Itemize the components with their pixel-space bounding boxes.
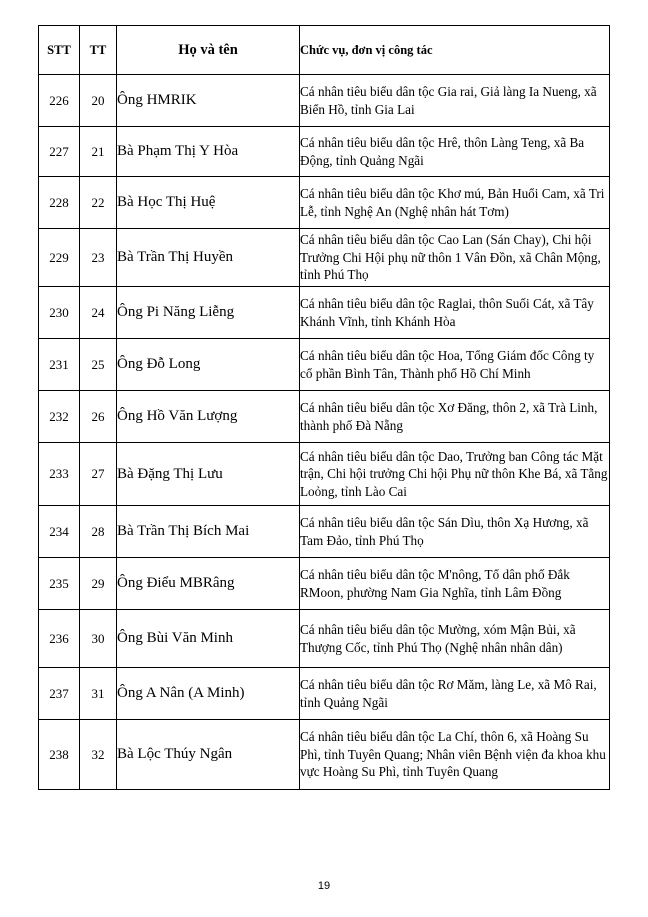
header-name: Họ và tên bbox=[117, 26, 300, 75]
header-tt: TT bbox=[80, 26, 117, 75]
cell-name: Ông Pi Năng Liễng bbox=[117, 287, 300, 339]
cell-name: Ông Hồ Văn Lượng bbox=[117, 391, 300, 443]
cell-name: Bà Phạm Thị Y Hòa bbox=[117, 127, 300, 177]
table-body bbox=[39, 75, 610, 790]
cell-tt: 24 bbox=[80, 287, 117, 339]
cell-tt: 25 bbox=[80, 339, 117, 391]
cell-stt: 227 bbox=[39, 127, 80, 177]
table-row bbox=[39, 391, 610, 443]
table-row bbox=[39, 558, 610, 610]
cell-stt: 230 bbox=[39, 287, 80, 339]
cell-name: Ông Điểu MBRâng bbox=[117, 558, 300, 610]
cell-tt: 22 bbox=[80, 177, 117, 229]
cell-stt: 235 bbox=[39, 558, 80, 610]
cell-stt: 234 bbox=[39, 506, 80, 558]
cell-name: Bà Đặng Thị Lưu bbox=[117, 443, 300, 506]
cell-tt: 29 bbox=[80, 558, 117, 610]
cell-tt: 28 bbox=[80, 506, 117, 558]
cell-stt: 226 bbox=[39, 75, 80, 127]
cell-role: Cá nhân tiêu biểu dân tộc Khơ mú, Bản Huổi Cam, xã Tri Lễ, tỉnh Nghệ An (Nghệ nhân hát Tơm) bbox=[300, 177, 610, 229]
cell-stt: 238 bbox=[39, 720, 80, 790]
table-row bbox=[39, 443, 610, 506]
table-row bbox=[39, 610, 610, 668]
header-role: Chức vụ, đơn vị công tác bbox=[300, 26, 610, 75]
table-row bbox=[39, 668, 610, 720]
table-row bbox=[39, 127, 610, 177]
cell-role: Cá nhân tiêu biểu dân tộc Xơ Đăng, thôn 2, xã Trà Linh, thành phố Đà Nẵng bbox=[300, 391, 610, 443]
table-header-row bbox=[39, 26, 610, 75]
cell-role: Cá nhân tiêu biểu dân tộc Hrê, thôn Làng Teng, xã Ba Động, tỉnh Quảng Ngãi bbox=[300, 127, 610, 177]
cell-name: Bà Học Thị Huệ bbox=[117, 177, 300, 229]
cell-role: Cá nhân tiêu biểu dân tộc Rơ Măm, làng Le, xã Mô Rai, tỉnh Quảng Ngãi bbox=[300, 668, 610, 720]
cell-name: Bà Trần Thị Huyền bbox=[117, 229, 300, 287]
cell-name: Ông Đỗ Long bbox=[117, 339, 300, 391]
cell-role: Cá nhân tiêu biểu dân tộc Hoa, Tổng Giám đốc Công ty cổ phần Bình Tân, Thành phố Hồ Chí Minh bbox=[300, 339, 610, 391]
cell-tt: 20 bbox=[80, 75, 117, 127]
header-stt: STT bbox=[39, 26, 80, 75]
cell-name: Bà Trần Thị Bích Mai bbox=[117, 506, 300, 558]
cell-tt: 23 bbox=[80, 229, 117, 287]
cell-role: Cá nhân tiêu biểu dân tộc Gia rai, Giả làng Ia Nueng, xã Biển Hồ, tỉnh Gia Lai bbox=[300, 75, 610, 127]
cell-role: Cá nhân tiêu biểu dân tộc Mường, xóm Mận Bủi, xã Thượng Cốc, tỉnh Phú Thọ (Nghệ nhân nhân dân) bbox=[300, 610, 610, 668]
table-row bbox=[39, 720, 610, 790]
honoree-table bbox=[38, 25, 610, 790]
page-number: 19 bbox=[317, 880, 331, 892]
cell-role: Cá nhân tiêu biểu dân tộc M'nông, Tổ dân phố Đắk RMoon, phường Nam Gia Nghĩa, tỉnh Lâm Đồng bbox=[300, 558, 610, 610]
cell-name: Ông A Nân (A Minh) bbox=[117, 668, 300, 720]
cell-tt: 32 bbox=[80, 720, 117, 790]
cell-tt: 30 bbox=[80, 610, 117, 668]
cell-role: Cá nhân tiêu biểu dân tộc Cao Lan (Sán Chay), Chi hội Trưởng Chi Hội phụ nữ thôn 1 Vân Đồn, xã Chân Mộng, tỉnh Phú Thọ bbox=[300, 229, 610, 287]
cell-stt: 231 bbox=[39, 339, 80, 391]
cell-tt: 21 bbox=[80, 127, 117, 177]
cell-role: Cá nhân tiêu biểu dân tộc Raglai, thôn Suối Cát, xã Tây Khánh Vĩnh, tỉnh Khánh Hòa bbox=[300, 287, 610, 339]
cell-stt: 233 bbox=[39, 443, 80, 506]
cell-role: Cá nhân tiêu biểu dân tộc Dao, Trưởng ban Công tác Mặt trận, Chi hội trưởng Chi hội Phụ nữ thôn Khe Bá, xã Tằng Loỏng, tỉnh Lào Cai bbox=[300, 443, 610, 506]
table-row bbox=[39, 287, 610, 339]
cell-name: Bà Lộc Thúy Ngân bbox=[117, 720, 300, 790]
cell-stt: 232 bbox=[39, 391, 80, 443]
cell-tt: 27 bbox=[80, 443, 117, 506]
table-row bbox=[39, 177, 610, 229]
cell-tt: 31 bbox=[80, 668, 117, 720]
cell-role: Cá nhân tiêu biểu dân tộc La Chí, thôn 6, xã Hoàng Su Phì, tỉnh Tuyên Quang; Nhân viên Bệnh viện đa khoa khu vực Hoàng Su Phì, tỉnh Tuyên Quang bbox=[300, 720, 610, 790]
cell-stt: 237 bbox=[39, 668, 80, 720]
cell-tt: 26 bbox=[80, 391, 117, 443]
table-row bbox=[39, 339, 610, 391]
table-row bbox=[39, 506, 610, 558]
cell-stt: 236 bbox=[39, 610, 80, 668]
table-row bbox=[39, 75, 610, 127]
cell-stt: 228 bbox=[39, 177, 80, 229]
table-row bbox=[39, 229, 610, 287]
cell-name: Ông HMRIK bbox=[117, 75, 300, 127]
cell-stt: 229 bbox=[39, 229, 80, 287]
cell-role: Cá nhân tiêu biểu dân tộc Sán Dìu, thôn Xạ Hương, xã Tam Đảo, tỉnh Phú Thọ bbox=[300, 506, 610, 558]
cell-name: Ông Bùi Văn Minh bbox=[117, 610, 300, 668]
